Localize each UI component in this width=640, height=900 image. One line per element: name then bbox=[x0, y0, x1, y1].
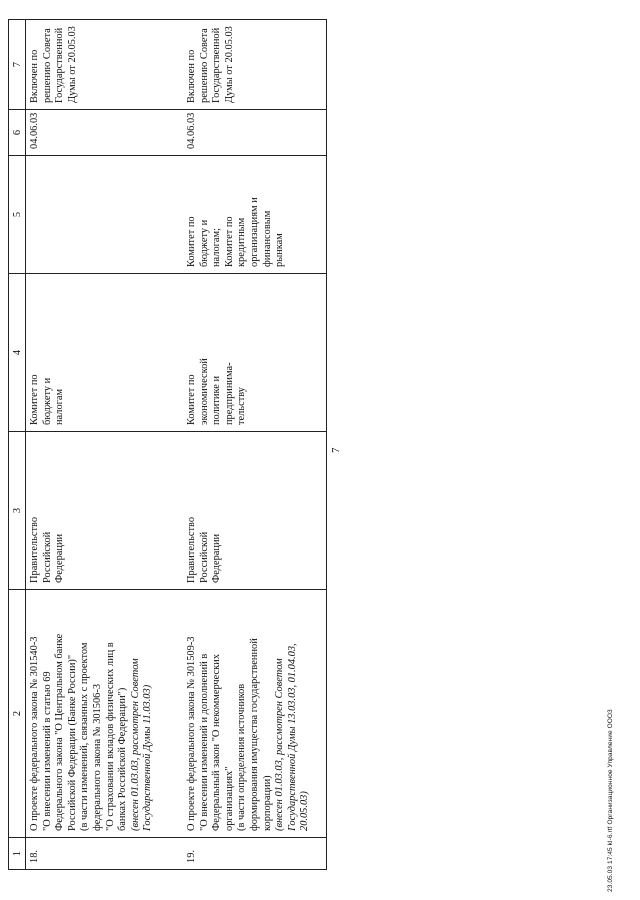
committee-line: предпринима- bbox=[223, 362, 235, 425]
bill-description-line: корпорации) bbox=[261, 775, 273, 831]
initiator-line: Российской bbox=[198, 531, 210, 583]
column-header: 5 bbox=[9, 156, 26, 274]
co-committee-line: финансовым bbox=[261, 210, 273, 267]
column-header: 3 bbox=[9, 432, 26, 590]
co-committee-line: кредитным bbox=[236, 217, 248, 267]
committee-line: Комитет по bbox=[186, 374, 197, 425]
bill-note-line: 20.05.03) bbox=[299, 791, 311, 831]
initiator-line: Федерации bbox=[211, 533, 223, 583]
date-value: 04.06.03 bbox=[186, 112, 197, 149]
co-committee-line: рынкам bbox=[274, 233, 286, 267]
status-line: решению Совета bbox=[41, 28, 53, 103]
bill-description-line: "О внесении изменений и дополнений в bbox=[198, 653, 210, 831]
status-line: Включен по bbox=[29, 49, 40, 103]
committee-line: бюджету и bbox=[41, 377, 53, 425]
co-committee-line: налогам; bbox=[211, 228, 223, 267]
column-header: 4 bbox=[9, 274, 26, 432]
column-header: 1 bbox=[9, 838, 26, 870]
bill-description-cell bbox=[183, 590, 327, 838]
page-footer: 23.05.03 17:45 kl-6.rtf Организационное Управление ООО3 bbox=[607, 709, 614, 892]
table-row bbox=[183, 20, 327, 870]
row-number: 18. bbox=[29, 850, 40, 863]
status-cell bbox=[26, 20, 184, 110]
bill-description-line: Российской Федерации (Банке России)" bbox=[66, 654, 78, 831]
committee-line: экономической bbox=[198, 358, 210, 425]
committee-line: политике и bbox=[211, 375, 223, 425]
bill-description-line: банках Российской Федерации") bbox=[117, 687, 129, 831]
bill-note-line: (внесен 01.03.03, рассмотрен Советом bbox=[274, 658, 286, 831]
bill-description-line: формирования имущества государственной bbox=[248, 638, 260, 831]
table-row bbox=[26, 20, 184, 870]
bills-table bbox=[8, 19, 327, 870]
responsible-committee-cell bbox=[26, 274, 184, 432]
bill-description-line: "О внесении изменений в статью 69 bbox=[41, 671, 53, 831]
status-line: Думы от 20.05.03 bbox=[66, 26, 78, 103]
initiator-cell bbox=[26, 432, 184, 590]
co-committee-line: организациям и bbox=[248, 197, 260, 267]
bill-description-line: (в части изменений, связанных с проектом bbox=[79, 642, 91, 831]
row-number: 19. bbox=[186, 850, 197, 863]
status-line: Государственной bbox=[54, 27, 66, 103]
row-number-cell bbox=[26, 838, 184, 870]
bill-description-line: Федерального закона "О Центральном банке bbox=[54, 633, 66, 831]
date-cell bbox=[183, 110, 327, 156]
co-committee-line: бюджету и bbox=[198, 219, 210, 267]
initiator-line: Правительство bbox=[186, 516, 197, 583]
bill-description-line: "О страховании вкладов физических лиц в bbox=[104, 642, 116, 831]
co-committees-cell bbox=[183, 156, 327, 274]
bill-description-line: федерального закона № 301506-3 bbox=[91, 683, 103, 831]
date-cell bbox=[26, 110, 184, 156]
status-cell bbox=[183, 20, 327, 110]
responsible-committee-cell bbox=[183, 274, 327, 432]
bill-description-line: О проекте федерального закона № 301540-3 bbox=[29, 636, 40, 831]
column-header: 6 bbox=[9, 110, 26, 156]
status-line: Государственной bbox=[211, 27, 223, 103]
committee-line: тельству bbox=[236, 387, 248, 425]
committee-line: налогам bbox=[54, 388, 66, 425]
initiator-cell bbox=[183, 432, 327, 590]
bill-description-line: О проекте федерального закона № 301509-3 bbox=[186, 636, 197, 831]
bill-description-line: (в части определения источников bbox=[236, 683, 248, 831]
committee-line: Комитет по bbox=[29, 374, 40, 425]
bill-description-line: организациях" bbox=[223, 766, 235, 831]
initiator-line: Правительство bbox=[29, 516, 40, 583]
bill-note-line: Государственной Думы 11.03.03) bbox=[142, 684, 154, 831]
column-header: 7 bbox=[9, 20, 26, 110]
initiator-line: Федерации bbox=[54, 533, 66, 583]
bill-description-line: Федеральный закон "О некоммерческих bbox=[211, 654, 223, 831]
co-committees-cell bbox=[26, 156, 184, 274]
initiator-line: Российской bbox=[41, 531, 53, 583]
status-line: решению Совета bbox=[198, 28, 210, 103]
column-header: 2 bbox=[9, 590, 26, 838]
co-committee-line: Комитет по bbox=[186, 216, 197, 267]
bill-note-line: Государственной Думы 13.03.03, 01.04.03, bbox=[286, 643, 298, 831]
bill-description-cell bbox=[26, 590, 184, 838]
row-number-cell bbox=[183, 838, 327, 870]
status-line: Думы от 20.05.03 bbox=[223, 26, 235, 103]
status-line: Включен по bbox=[186, 49, 197, 103]
date-value: 04.06.03 bbox=[29, 112, 40, 149]
bill-note-line: (внесен 01.03.03, рассмотрен Советом bbox=[129, 658, 141, 831]
co-committee-line: Комитет по bbox=[223, 216, 235, 267]
page-number: 7 bbox=[330, 447, 342, 453]
table-header-row bbox=[9, 20, 26, 870]
